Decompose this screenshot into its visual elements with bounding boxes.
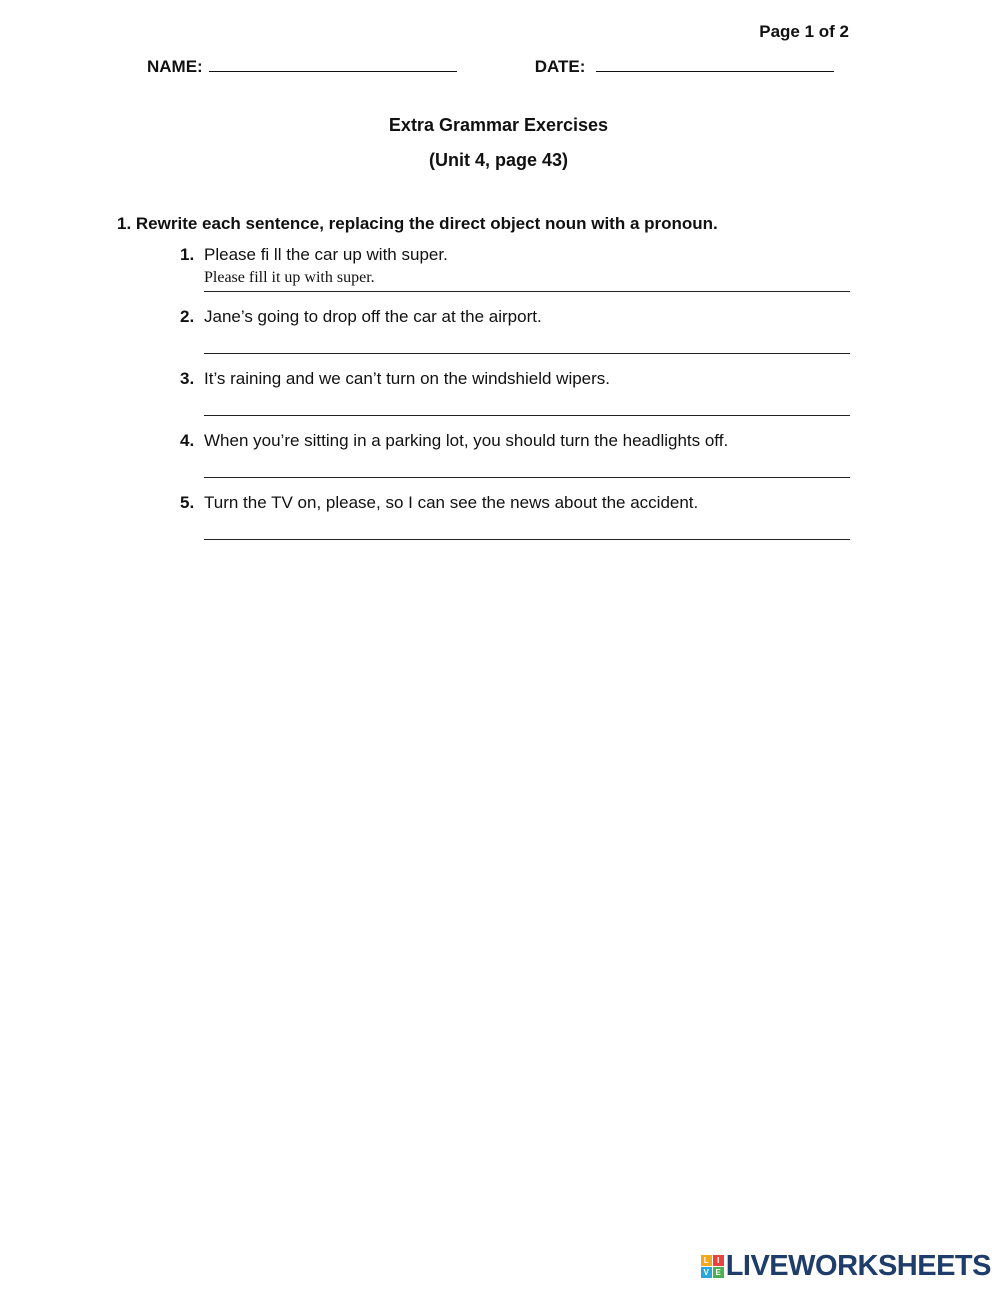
live-badge-icon	[701, 1255, 724, 1278]
answer-line[interactable]	[204, 539, 850, 540]
live-badge-letter: L	[701, 1255, 712, 1266]
header-fields	[147, 56, 834, 77]
item-number: 3.	[180, 369, 195, 388]
live-badge-letter: V	[701, 1267, 712, 1278]
worksheet-subtitle: (Unit 4, page 43)	[428, 150, 569, 170]
live-badge-letter: I	[713, 1255, 724, 1266]
live-badge-letter: E	[713, 1267, 724, 1278]
item-sentence: It’s raining and we can’t turn on the windshield wipers.	[204, 369, 611, 388]
name-label: NAME:	[147, 57, 203, 76]
answer-line[interactable]	[204, 291, 850, 292]
date-label: DATE:	[534, 57, 586, 76]
item-number: 2.	[180, 307, 195, 326]
answer-text: Please fill it up with super.	[204, 269, 375, 286]
answer-line[interactable]	[204, 353, 850, 354]
item-sentence: When you’re sitting in a parking lot, you should turn the headlights off.	[204, 431, 729, 450]
item-number: 4.	[180, 431, 195, 450]
item-sentence: Turn the TV on, please, so I can see the news about the accident.	[204, 493, 699, 512]
name-field[interactable]	[209, 56, 457, 72]
answer-line[interactable]	[204, 477, 850, 478]
liveworksheets-logo[interactable]	[701, 1250, 991, 1283]
worksheet-title: Extra Grammar Exercises	[388, 115, 609, 135]
page-number: Page 1 of 2	[759, 22, 849, 41]
item-number: 1.	[180, 245, 195, 264]
answer-line[interactable]	[204, 415, 850, 416]
item-sentence: Jane’s going to drop off the car at the airport.	[204, 307, 542, 326]
exercise-instruction: 1. Rewrite each sentence, replacing the direct object noun with a pronoun.	[117, 214, 718, 233]
liveworksheets-wordmark: LIVEWORKSHEETS	[725, 1250, 991, 1282]
item-number: 5.	[180, 493, 195, 512]
date-field[interactable]	[596, 56, 834, 72]
item-sentence: Please fi ll the car up with super.	[204, 245, 448, 264]
